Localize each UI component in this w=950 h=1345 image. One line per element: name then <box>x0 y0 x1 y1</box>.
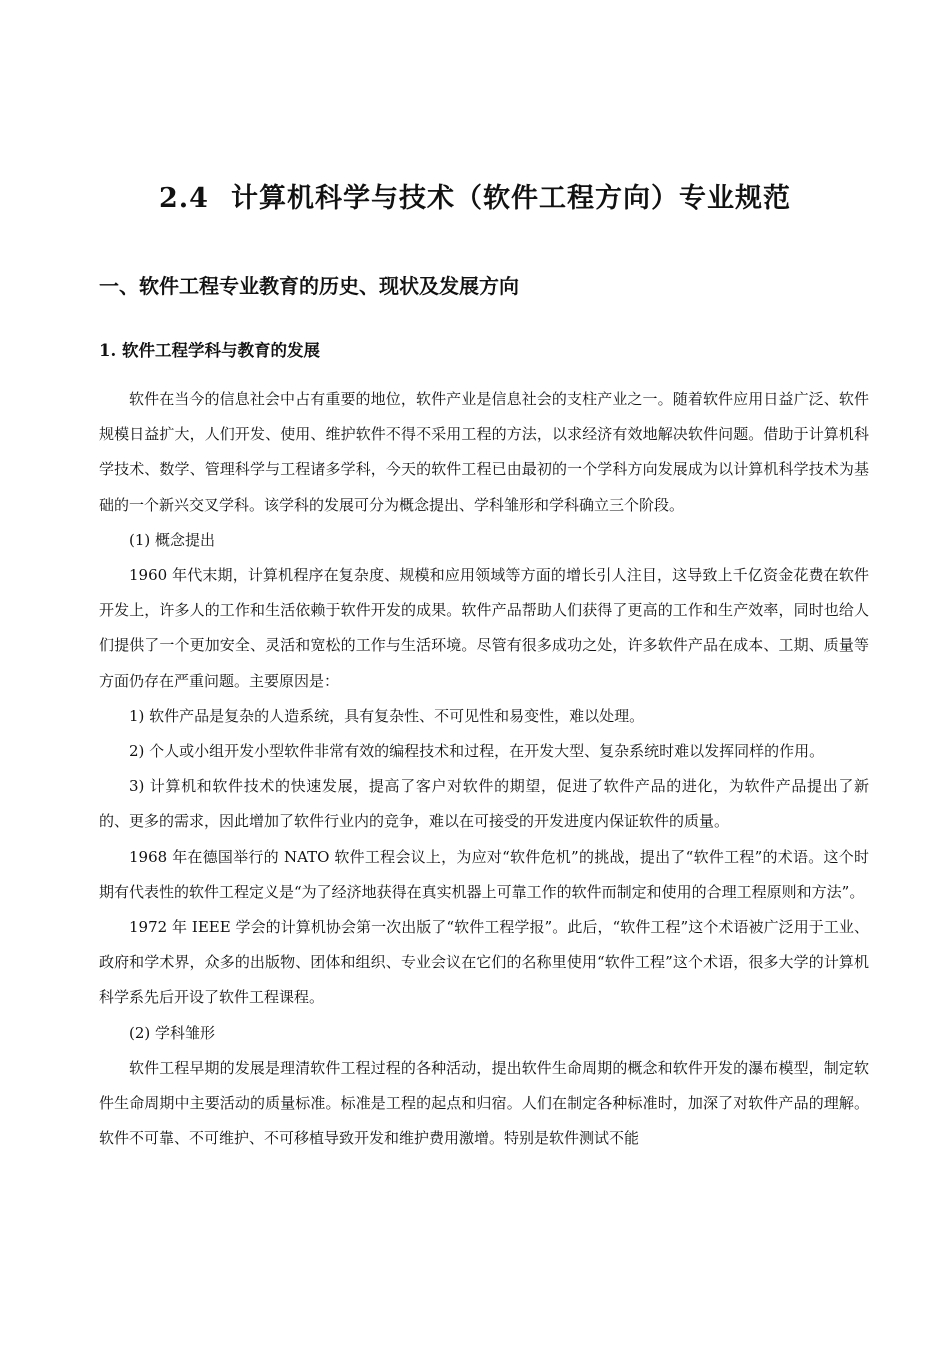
section-heading: 一、软件工程专业教育的历史、现状及发展方向 <box>99 274 519 298</box>
paragraph: 3) 计算机和软件技术的快速发展，提高了客户对软件的期望，促进了软件产品的进化，为软件产品提出了新的、更多的需求，因此增加了软件行业内的竞争，难以在可接受的开发进度内保证软件的质量。 <box>99 777 869 831</box>
title-text: 计算机科学与技术（软件工程方向）专业规范 <box>230 183 791 214</box>
paragraph: 1972 年 IEEE 学会的计算机协会第一次出版了“软件工程学报”。此后，“软件工程”这个术语被广泛用于工业、政府和学术界，众多的出版物、团体和组织、专业会议在它们的名称里使用“软件工程”这个术语，很多大学的计算机科学系先后开设了软件工程课程。 <box>99 918 869 1007</box>
paragraph: 2) 个人或小组开发小型软件非常有效的编程技术和过程，在开发大型、复杂系统时难以发挥同样的作用。 <box>129 742 825 761</box>
paragraph: 1968 年在德国举行的 NATO 软件工程会议上，为应对“软件危机”的挑战，提出了“软件工程”的术语。这个时期有代表性的软件工程定义是“为了经济地获得在真实机器上可靠工作的软件而制定和使用的合理工程原则和方法”。 <box>99 847 869 901</box>
paragraph: 1960 年代末期，计算机程序在复杂度、规模和应用领域等方面的增长引人注目，这导致上千亿资金花费在软件开发上，许多人的工作和生活依赖于软件开发的成果。软件产品帮助人们获得了更高的工作和生产效率，同时也给人们提供了一个更加安全、灵活和宽松的工作与生活环境。尽管有很多成功之处，许多软件产品在成本、工期、质量等方面仍存在严重问题。主要原因是： <box>99 566 869 690</box>
title-number: 2.4 <box>159 183 209 214</box>
page-title <box>0 176 950 215</box>
subsection-heading: 1. 软件工程学科与教育的发展 <box>99 341 320 360</box>
paragraph: 软件工程早期的发展是理清软件工程过程的各种活动，提出软件生命周期的概念和软件开发的瀑布模型，制定软件生命周期中主要活动的质量标准。标准是工程的起点和归宿。人们在制定各种标准时，加深了对软件产品的理解。软件不可靠、不可维护、不可移植导致开发和维护费用激增。特别是软件测试不能 <box>99 1058 869 1148</box>
paragraph: 1) 软件产品是复杂的人造系统，具有复杂性、不可见性和易变性，难以处理。 <box>129 706 645 725</box>
paragraph: (2) 学科雏形 <box>129 1023 216 1042</box>
paragraph: 软件在当今的信息社会中占有重要的地位，软件产业是信息社会的支柱产业之一。随着软件应用日益广泛、软件规模日益扩大，人们开发、使用、维护软件不得不采用工程的方法，以求经济有效地解决软件问题。借助于计算机科学技术、数学、管理科学与工程诸多学科，今天的软件工程已由最初的一个学科方向发展成为以计算机科学技术为基础的一个新兴交叉学科。该学科的发展可分为概念提出、学科雏形和学科确立三个阶段。 <box>99 390 869 514</box>
paragraph: (1) 概念提出 <box>129 530 216 549</box>
body-text <box>99 382 869 1156</box>
